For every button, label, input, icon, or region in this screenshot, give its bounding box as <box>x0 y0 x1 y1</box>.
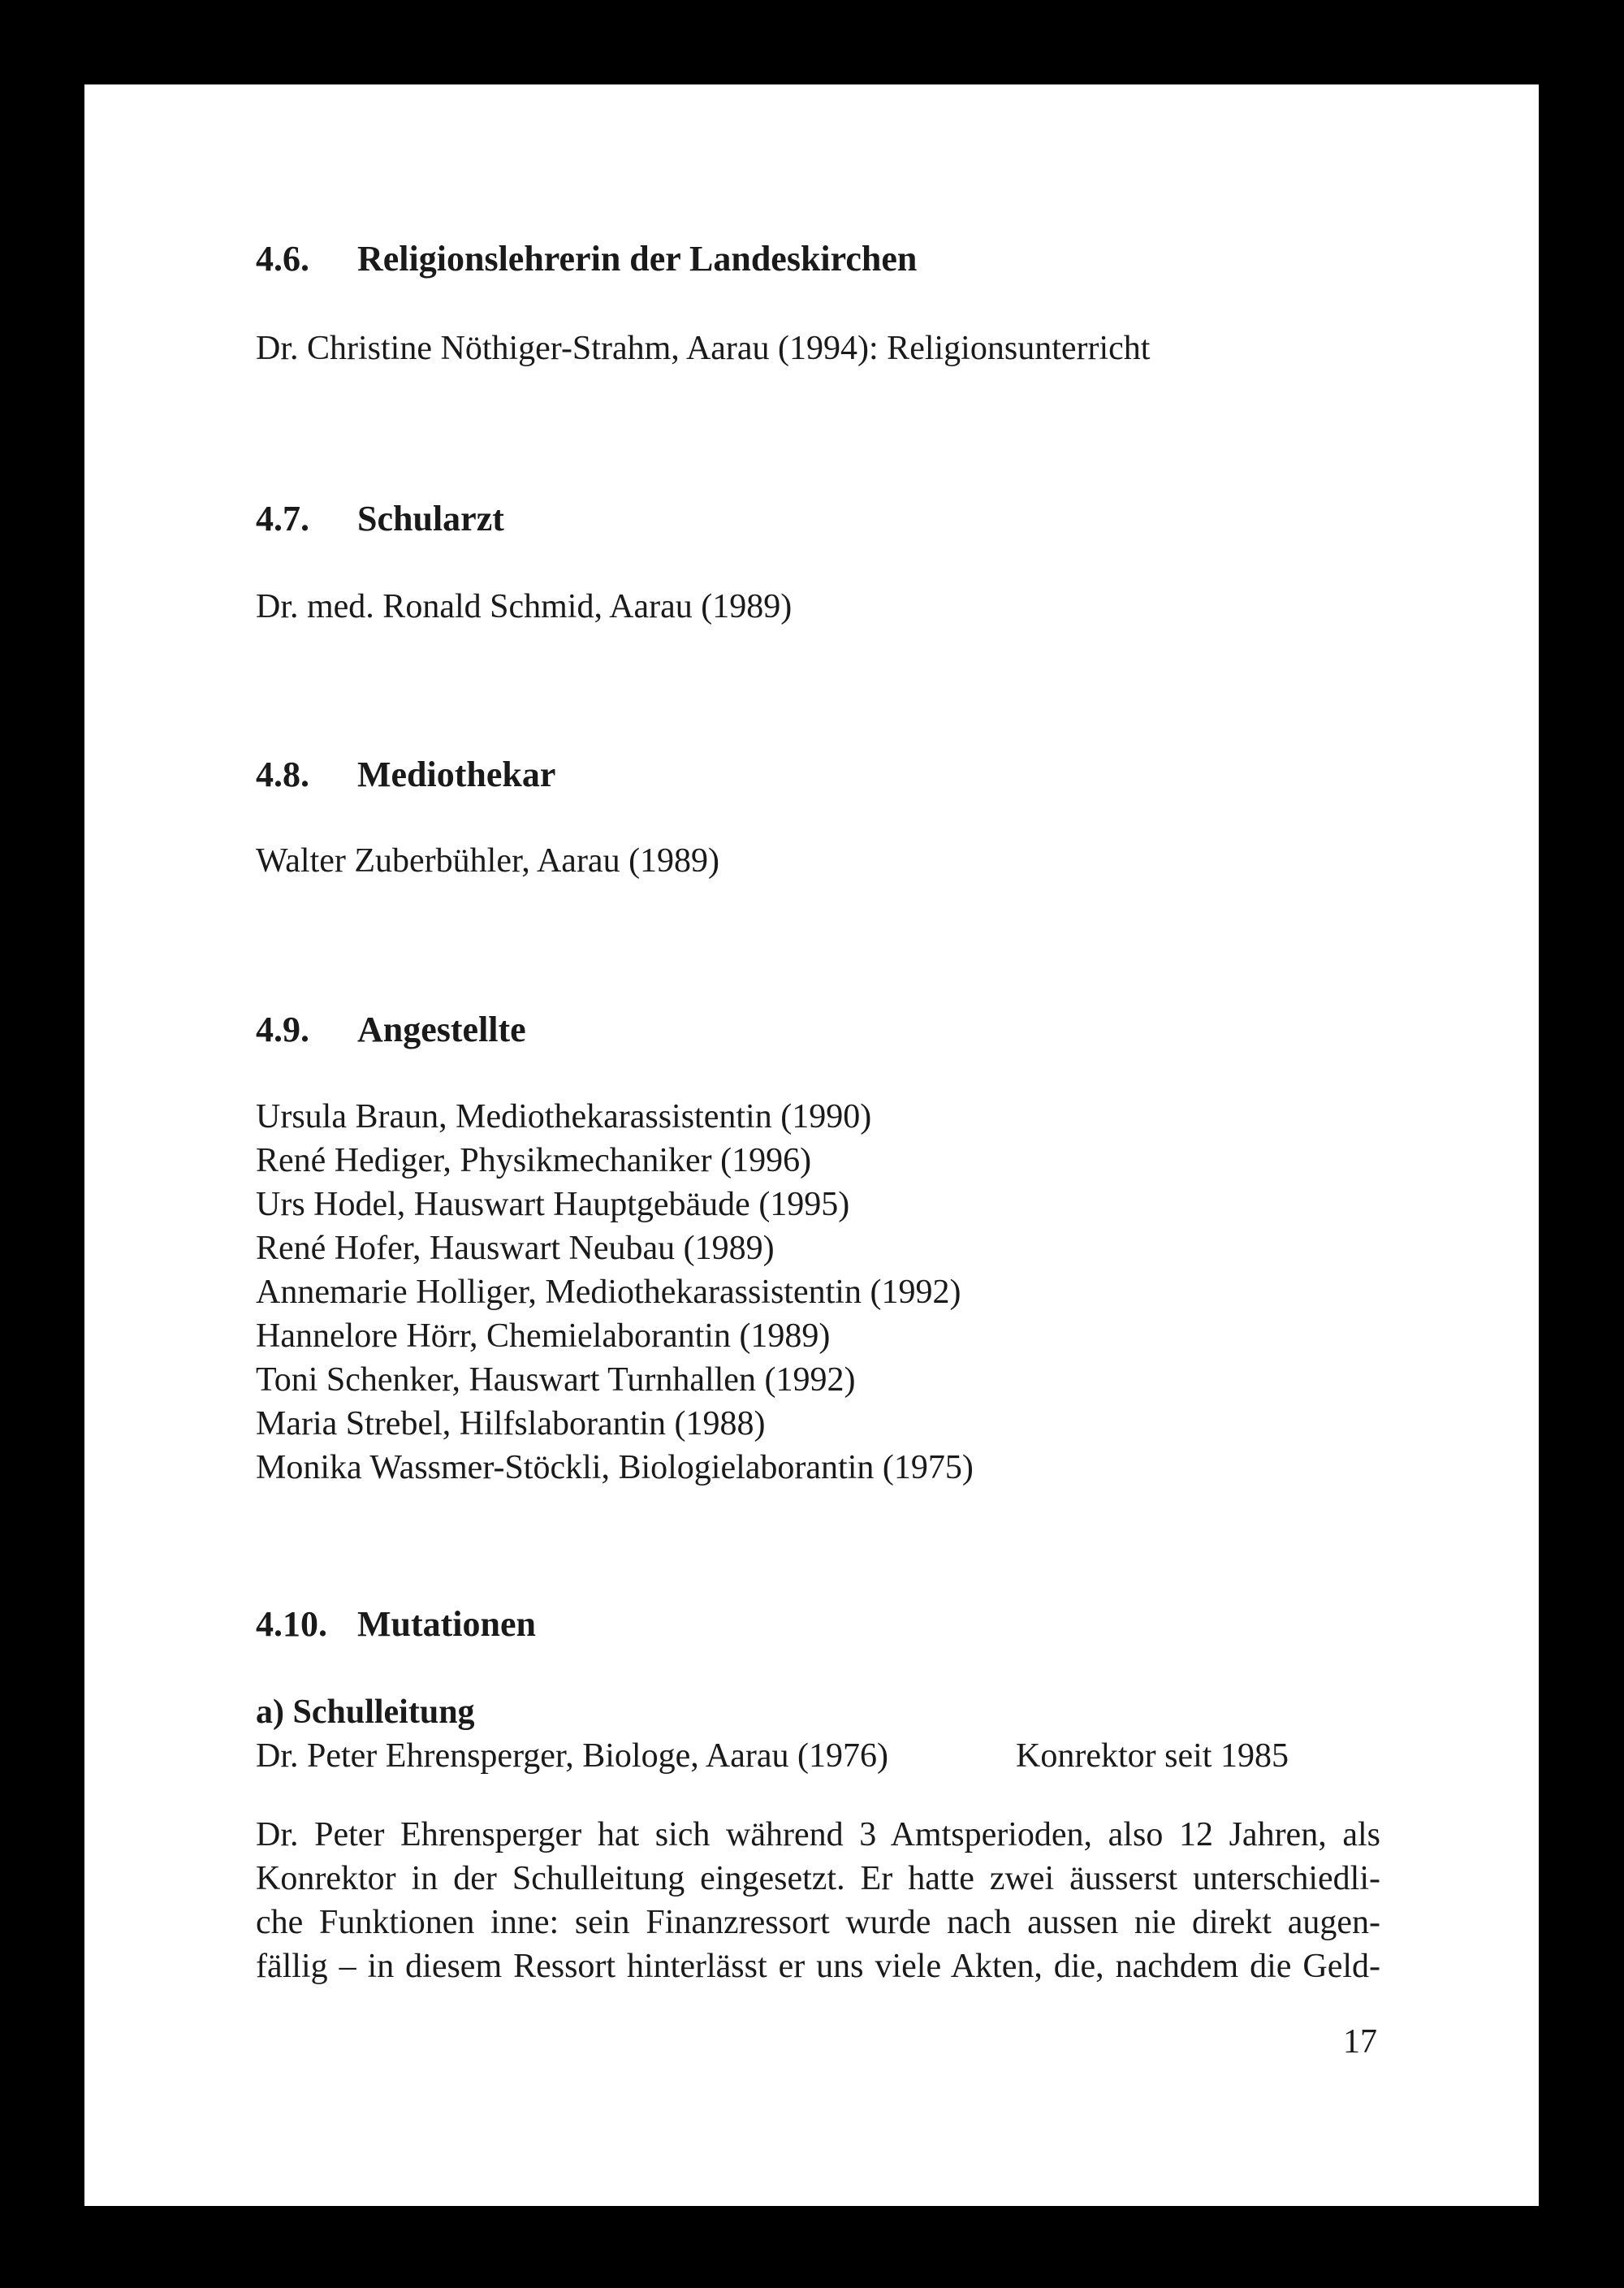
section-heading-4-7 <box>256 498 504 540</box>
list-item: Annemarie Holliger, Mediothekarassistentin (1992) <box>256 1274 961 1311</box>
section-text-4-6: Dr. Christine Nöthiger-Strahm, Aarau (1994): Religionsunterricht <box>256 330 1151 367</box>
paragraph-line: Dr. Peter Ehrensperger hat sich während 3 Amtsperioden, also 12 Jahren, als <box>256 1816 1380 1853</box>
section-title: Religionslehrerin der Landeskirchen <box>357 239 918 279</box>
section-number: 4.9. <box>256 1010 309 1049</box>
list-item: René Hofer, Hauswart Neubau (1989) <box>256 1230 775 1267</box>
entry-name: Dr. Peter Ehrensperger, Biologe, Aarau (1976) <box>256 1737 888 1775</box>
section-text-4-8: Walter Zuberbühler, Aarau (1989) <box>256 842 720 880</box>
section-title: Angestellte <box>357 1010 526 1049</box>
section-title: Schularzt <box>357 499 504 538</box>
list-item: Urs Hodel, Hauswart Hauptgebäude (1995) <box>256 1186 850 1223</box>
list-item: René Hediger, Physikmechaniker (1996) <box>256 1142 812 1179</box>
paragraph-line: che Funktionen inne: sein Finanzressort wurde nach aussen nie direkt augen- <box>256 1904 1380 1941</box>
section-text-4-7: Dr. med. Ronald Schmid, Aarau (1989) <box>256 588 793 625</box>
section-number: 4.7. <box>256 499 309 538</box>
section-number: 4.8. <box>256 755 309 794</box>
section-title: Mutationen <box>357 1604 536 1644</box>
list-item: Toni Schenker, Hauswart Turnhallen (1992) <box>256 1361 856 1399</box>
section-title: Mediothekar <box>357 755 556 794</box>
section-number: 4.10. <box>256 1604 327 1644</box>
staff-list <box>256 1095 974 1490</box>
section-number: 4.6. <box>256 239 309 279</box>
paragraph-line: Konrektor in der Schulleitung eingesetzt. Er hatte zwei äusserst unterschiedli- <box>256 1860 1380 1897</box>
page-number: 17 <box>1343 2023 1377 2061</box>
list-item: Monika Wassmer-Stöckli, Biologielaborantin (1975) <box>256 1449 974 1486</box>
section-heading-4-9 <box>256 1009 526 1051</box>
list-item: Hannelore Hörr, Chemielaborantin (1989) <box>256 1317 831 1355</box>
subheading-schulleitung: a) Schulleitung <box>256 1693 475 1731</box>
section-heading-4-6 <box>256 238 917 280</box>
section-heading-4-8 <box>256 754 555 796</box>
list-item: Ursula Braun, Mediothekarassistentin (1990) <box>256 1098 872 1135</box>
paragraph-line: fällig – in diesem Ressort hinterlässt er uns viele Akten, die, nachdem die Geld- <box>256 1948 1380 1985</box>
entry-row <box>256 1735 1311 1777</box>
list-item: Maria Strebel, Hilfslaborantin (1988) <box>256 1405 766 1442</box>
body-paragraph <box>256 1813 1380 1988</box>
section-heading-4-10 <box>256 1603 536 1646</box>
entry-role: Konrektor seit 1985 <box>1016 1737 1289 1775</box>
